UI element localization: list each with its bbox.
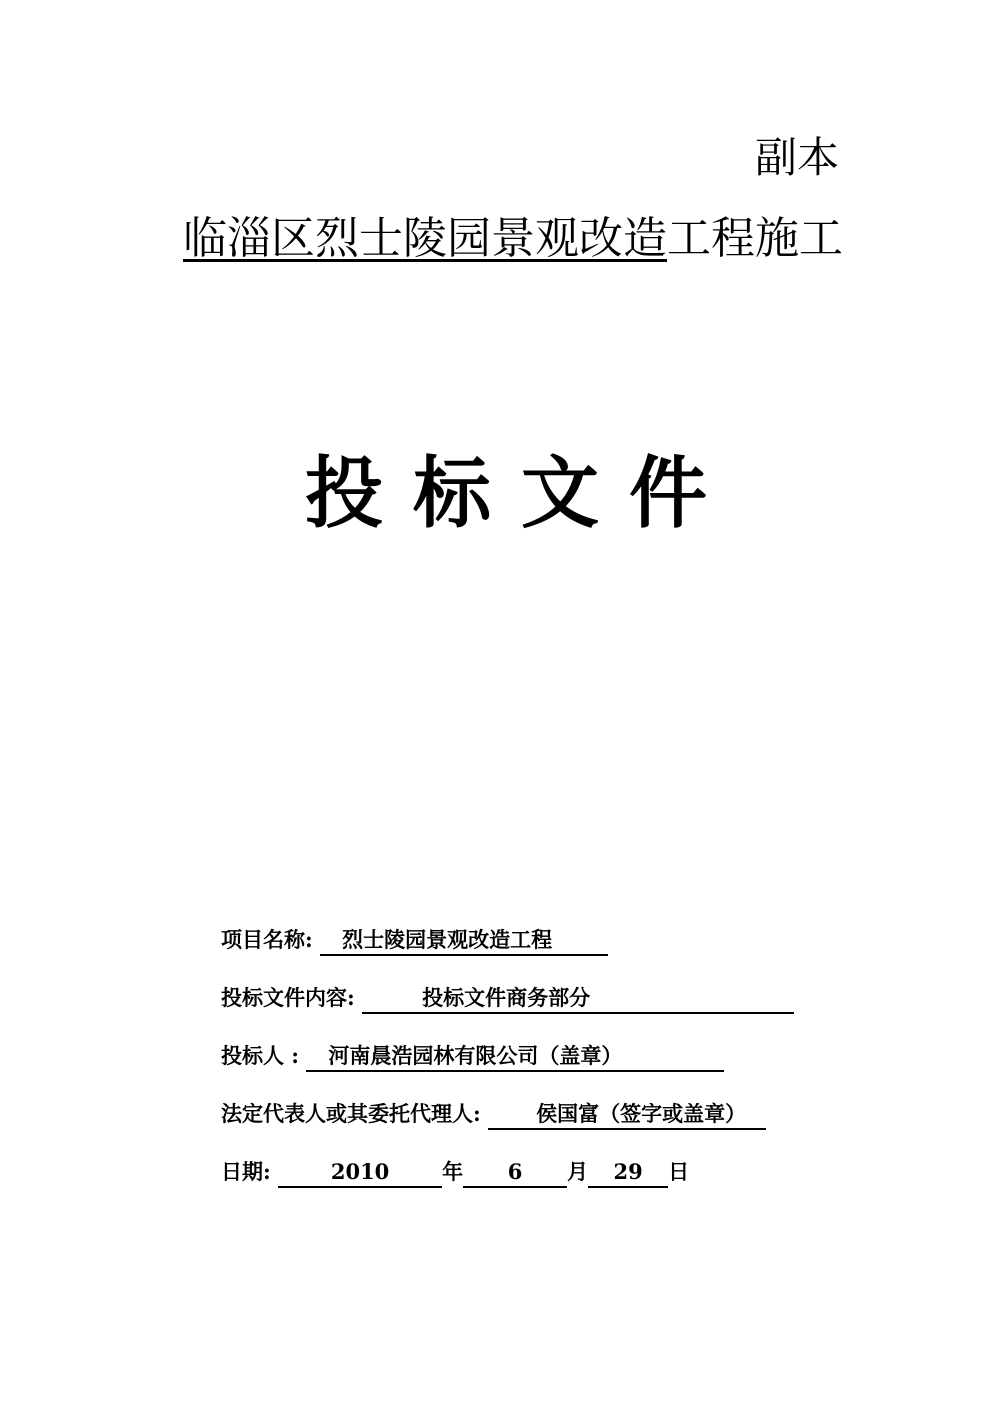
field-bidder-value	[306, 1042, 724, 1072]
field-representative-value	[488, 1100, 766, 1130]
date-month-unit: 月	[567, 1159, 589, 1184]
field-bidder-label: 投标人 :	[221, 1043, 300, 1068]
project-title-rest: 工程施工	[667, 213, 843, 264]
date-year: 2010	[278, 1158, 442, 1188]
field-representative-label: 法定代表人或其委托代理人:	[221, 1101, 481, 1126]
field-project-name-text: 烈士陵园景观改造工程	[342, 927, 553, 952]
date-day: 29	[588, 1158, 668, 1188]
date-month: 6	[463, 1158, 567, 1188]
field-project-name-value	[320, 926, 608, 956]
field-date-label: 日期:	[221, 1159, 271, 1184]
project-title-underlined: 临淄区烈士陵园景观改造	[183, 213, 667, 264]
project-title	[183, 212, 843, 266]
field-project-name-label: 项目名称:	[221, 927, 313, 952]
date-day-unit: 日	[668, 1159, 690, 1184]
copy-mark: 副本	[755, 133, 840, 182]
document-title: 投标文件	[305, 448, 738, 539]
field-bidder-text: 河南晨浩园林有限公司（盖章）	[328, 1043, 623, 1068]
field-content-text: 投标文件商务部分	[422, 985, 591, 1010]
field-content-value	[362, 984, 794, 1014]
field-bidder	[221, 1040, 724, 1072]
field-representative-text: 侯国富（签字或盖章）	[536, 1101, 747, 1126]
field-project-name	[221, 924, 608, 956]
field-date	[221, 1156, 689, 1188]
field-content	[221, 982, 794, 1014]
date-year-unit: 年	[442, 1159, 464, 1184]
field-representative	[221, 1098, 766, 1130]
field-content-label: 投标文件内容:	[221, 985, 355, 1010]
